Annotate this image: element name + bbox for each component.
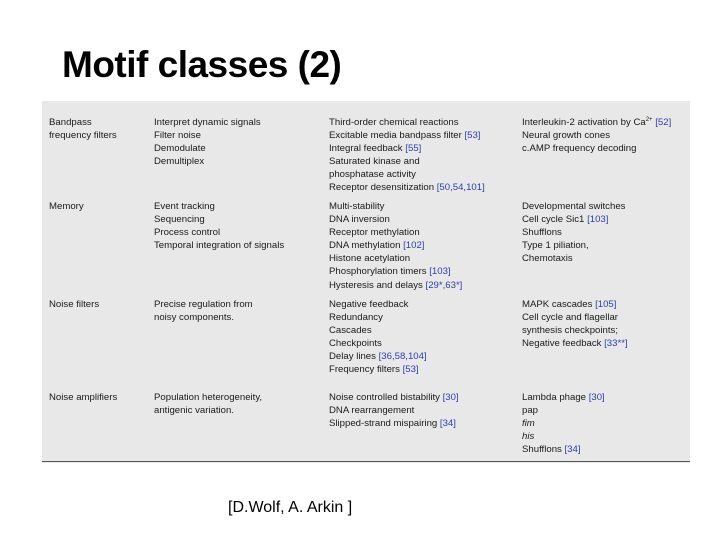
- cell-line: [329, 239, 462, 252]
- cell-text: Hysteresis and delays: [329, 279, 423, 291]
- reference-citation: [34]: [439, 418, 456, 430]
- cell-text: Receptor methylation: [329, 227, 420, 239]
- cell-text: Histone acetylation: [329, 253, 411, 265]
- reference-citation: [103]: [587, 214, 609, 226]
- cell-line: Demodulate: [154, 143, 206, 155]
- table-cell-col2: [154, 298, 253, 324]
- cell-text: Chemotaxis: [522, 253, 573, 265]
- cell-line: [522, 226, 625, 239]
- cell-line: [522, 417, 605, 430]
- reference-citation: [103]: [429, 266, 451, 278]
- cell-text: Type 1 piliation,: [522, 240, 589, 252]
- cell-line: [522, 311, 628, 324]
- cell-text: Phosphorylation timers: [329, 266, 427, 278]
- table-bottom-rule: [42, 461, 690, 462]
- superscript: 2+: [645, 117, 653, 123]
- cell-text: DNA rearrangement: [329, 405, 415, 417]
- cell-text: Cell cycle and flagellar: [522, 312, 618, 324]
- table-cell-col1: [49, 391, 117, 404]
- cell-text: Shufflons: [522, 444, 562, 456]
- table-cell-col4: [522, 391, 605, 456]
- cell-text: Third-order chemical reactions: [329, 117, 459, 128]
- reference-citation: [102]: [403, 240, 425, 252]
- table-cell-col4: [522, 298, 628, 350]
- reference-citation: [105]: [595, 299, 617, 310]
- reference-citation: [36,58,104]: [378, 351, 427, 363]
- cell-line: [329, 324, 427, 337]
- cell-line: [522, 324, 628, 337]
- table-cell-col1: [49, 200, 84, 213]
- reference-citation: [29*,63*]: [425, 279, 463, 291]
- cell-line: [329, 311, 427, 324]
- cell-line: [329, 417, 459, 430]
- table-cell-col2: [154, 116, 261, 168]
- cell-line: [522, 142, 671, 155]
- cell-text: DNA inversion: [329, 214, 390, 226]
- slide-title: Motif classes (2): [62, 44, 342, 85]
- cell-line: Bandpass: [49, 117, 92, 128]
- cell-line: [329, 129, 485, 142]
- table-cell-col3: [329, 200, 462, 292]
- cell-line: [329, 168, 485, 181]
- reference-citation: [30]: [442, 392, 459, 403]
- cell-line: [522, 129, 671, 142]
- cell-text: DNA methylation: [329, 240, 401, 252]
- cell-text: fim: [522, 418, 535, 430]
- reference-citation: [30]: [588, 392, 605, 403]
- cell-text: Shufflons: [522, 227, 562, 239]
- cell-text: Integral feedback: [329, 143, 403, 155]
- table-cell-col2: [154, 391, 262, 417]
- cell-line: [522, 443, 605, 456]
- cell-text: Excitable media bandpass filter: [329, 130, 462, 142]
- cell-line: [329, 200, 462, 213]
- table-cell-col3: [329, 298, 427, 377]
- cell-text: Lambda phage: [522, 392, 587, 403]
- cell-line: [522, 337, 628, 350]
- table-cell-col3: [329, 391, 459, 430]
- table-cell-col3: [329, 116, 485, 195]
- cell-text: his: [522, 431, 535, 443]
- cell-line: Sequencing: [154, 214, 205, 226]
- reference-citation: [53]: [402, 364, 419, 376]
- cell-text: Delay lines: [329, 351, 376, 363]
- cell-text: Negative feedback: [329, 299, 409, 310]
- cell-line: Demultiplex: [154, 156, 205, 168]
- cell-text: pap: [522, 405, 539, 417]
- cell-text: Checkpoints: [329, 338, 382, 350]
- cell-line: [522, 239, 625, 252]
- cell-text: Cascades: [329, 325, 372, 337]
- table-cell-col4: [522, 116, 671, 155]
- cell-line: noisy components.: [154, 312, 234, 324]
- cell-line: [329, 298, 427, 311]
- cell-line: antigenic variation.: [154, 405, 234, 417]
- cell-line: [329, 363, 427, 376]
- cell-line: Population heterogeneity,: [154, 392, 263, 403]
- cell-line: Process control: [154, 227, 221, 239]
- cell-line: [329, 337, 427, 350]
- cell-line: [329, 404, 459, 417]
- cell-line: [522, 298, 628, 311]
- cell-text: MAPK cascades: [522, 299, 593, 310]
- reference-citation: [50,54,101]: [436, 182, 485, 194]
- cell-line: Precise regulation from: [154, 299, 253, 310]
- reference-citation: [53]: [464, 130, 481, 142]
- table-cell-col1: [49, 298, 99, 311]
- reference-citation: [33**]: [604, 338, 628, 350]
- cell-line: Interpret dynamic signals: [154, 117, 261, 128]
- cell-text: Multi-stability: [329, 201, 385, 212]
- cell-line: [329, 252, 462, 265]
- cell-text: Saturated kinase and: [329, 156, 420, 168]
- cell-line: [329, 391, 459, 404]
- table-cell-col1: [49, 116, 117, 142]
- cell-line: [329, 142, 485, 155]
- cell-line: [522, 252, 625, 265]
- cell-line: Temporal integration of signals: [154, 240, 285, 252]
- cell-text: synthesis checkpoints;: [522, 325, 618, 337]
- cell-line: [329, 226, 462, 239]
- cell-text: Interleukin-2 activation by Ca: [522, 117, 646, 128]
- cell-line: [522, 391, 605, 404]
- cell-text: Frequency filters: [329, 364, 400, 376]
- cell-line: [329, 279, 462, 292]
- cell-text: c.AMP frequency decoding: [522, 143, 637, 155]
- cell-line: Filter noise: [154, 130, 201, 142]
- cell-text: Receptor desensitization: [329, 182, 435, 194]
- cell-line: [522, 404, 605, 417]
- table-cell-col2: [154, 200, 284, 252]
- reference-citation: [55]: [405, 143, 422, 155]
- reference-citation: [52]: [655, 117, 672, 128]
- cell-line: Noise amplifiers: [49, 392, 118, 403]
- cell-line: [522, 200, 625, 213]
- table-cell-col4: [522, 200, 625, 265]
- cell-line: [522, 213, 625, 226]
- cell-text: phosphatase activity: [329, 169, 416, 181]
- cell-text: Noise controlled bistability: [329, 392, 440, 403]
- cell-line: [329, 181, 485, 194]
- cell-line: [329, 265, 462, 278]
- cell-line: Event tracking: [154, 201, 215, 212]
- cell-line: [522, 430, 605, 443]
- cell-line: [522, 116, 671, 129]
- cell-line: Memory: [49, 201, 84, 212]
- cell-line: Noise filters: [49, 299, 100, 310]
- cell-line: [329, 213, 462, 226]
- cell-text: Developmental switches: [522, 201, 626, 212]
- cell-text: Redundancy: [329, 312, 383, 324]
- cell-text: Slipped-strand mispairing: [329, 418, 438, 430]
- cell-text: Cell cycle Sic1: [522, 214, 585, 226]
- cell-text: Neural growth cones: [522, 130, 610, 142]
- citation: [D.Wolf, A. Arkin ]: [228, 499, 353, 516]
- cell-line: [329, 350, 427, 363]
- reference-citation: [34]: [564, 444, 581, 456]
- cell-line: [329, 155, 485, 168]
- cell-line: [329, 116, 485, 129]
- cell-line: frequency filters: [49, 130, 117, 142]
- cell-text: Negative feedback: [522, 338, 602, 350]
